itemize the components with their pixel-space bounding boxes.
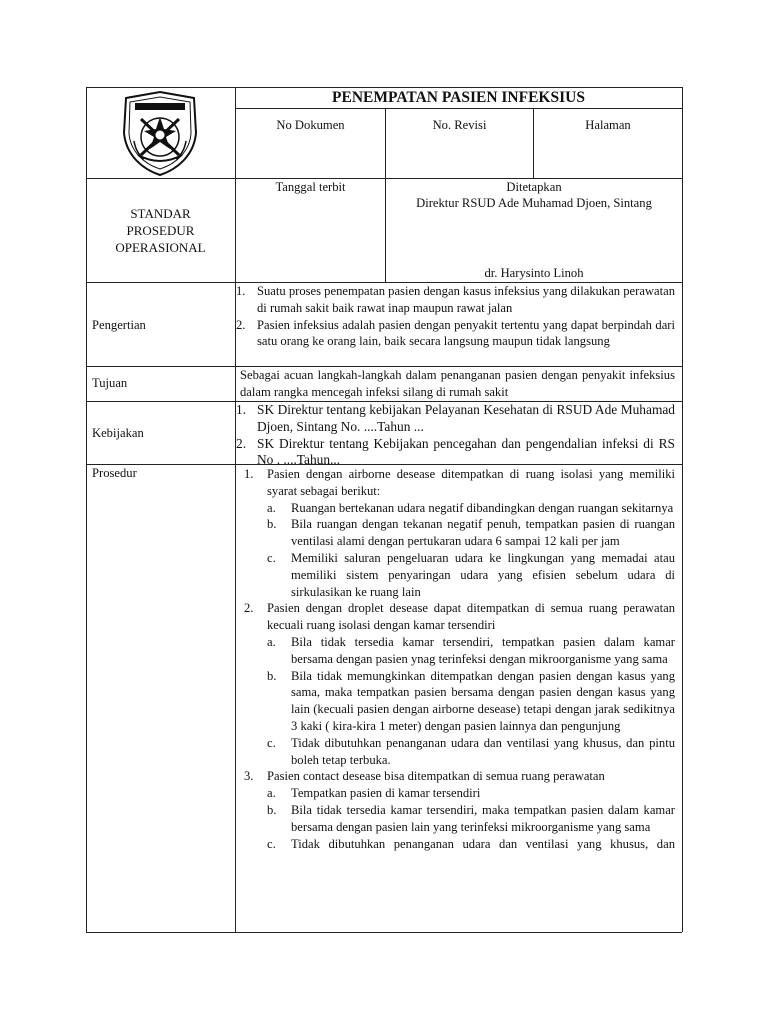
prosedur-substep	[267, 516, 675, 550]
substep-text: Bila ruangan dengan tekanan negatif penuh, tempatkan pasien di ruangan ventilasi alami dengan pertukaran udara 6 sampai 12 kali per jam	[291, 517, 675, 549]
prosedur-substep	[267, 668, 675, 735]
substep-text: Tidak dibutuhkan penanganan udara dan ventilasi yang khusus, dan pintu boleh tetap terbuka.	[291, 735, 675, 767]
kebijakan-item	[236, 402, 675, 436]
kebijakan-item	[236, 436, 675, 470]
label-column-divider	[235, 87, 236, 932]
step-text: Pasien dengan droplet desease dapat ditempatkan di semua ruang perawatan kecuali ruang isolasi dengan kamar tersendiri	[267, 601, 675, 633]
item-text: SK Direktur tentang kebijakan Pelayanan Kesehatan di RSUD Ade Muhamad Djoen, Sintang No. ....Tahun ...	[257, 402, 675, 434]
pengertian-item	[236, 317, 675, 351]
item-text: SK Direktur tentang Kebijakan pencegahan dan pengendalian infeksi di RS No . ....Tahun...	[257, 435, 675, 468]
prosedur-step	[242, 466, 675, 600]
sop-label-line-2: PROSEDUR	[126, 223, 195, 238]
header-row-divider	[86, 178, 682, 179]
item-number: 1.	[236, 284, 246, 298]
prosedur-label: Prosedur	[92, 466, 137, 480]
step-number: 3.	[244, 769, 254, 784]
substep-text: Bila tidak tersedia kamar tersendiri, maka tempatkan pasien dalam kamar bersama dengan pasien lain yang terinfeksi mikroorganisme yang sama	[291, 802, 675, 834]
step-number: 2.	[244, 601, 254, 616]
signatory-name: dr. Harysinto Linoh	[484, 266, 584, 280]
ditetapkan-label: Ditetapkan	[506, 180, 562, 194]
substep-letter: b.	[267, 668, 277, 683]
kabupaten-sintang-logo	[118, 89, 202, 177]
pengertian-label: Pengertian	[92, 318, 146, 332]
substep-text: Bila tidak tersedia kamar tersendiri, tempatkan pasien dalam kamar bersama dengan pasien ynag terinfeksi dengan mikroorganisme yang sama	[291, 634, 675, 666]
substep-text: Bila tidak memungkinkan ditempatkan dengan pasien dengan kasus yang sama, maka tempatkan pasien bersama dengan pasien dengan kasus yang lain (kecuali pasien dengan airborne desease) tetapi dengan jarak sedikitnya 3 kaki ( kira-kira 1 meter) dengan pasien lainnya dan pengunjung	[291, 668, 675, 733]
substep-text: Ruangan bertekanan udara negatif dibandingkan dengan ruangan sekitarnya	[291, 500, 674, 515]
prosedur-substep	[267, 802, 675, 836]
table-right-border	[682, 87, 683, 932]
title-row-divider	[235, 108, 682, 109]
tujuan-text: Sebagai acuan langkah-langkah dalam penanganan pasien dengan penyakit infeksius dalam rangka mencegah infeksi silang di rumah sakit	[240, 368, 675, 399]
substep-letter: b.	[267, 802, 277, 817]
sop-label	[86, 205, 235, 256]
header-column-divider-1	[385, 108, 386, 282]
pengertian-content	[236, 283, 675, 350]
substep-letter: b.	[267, 517, 277, 532]
kebijakan-label: Kebijakan	[92, 426, 144, 440]
table-bottom-border	[86, 932, 682, 933]
kebijakan-content	[236, 402, 675, 469]
direktur-label: Direktur RSUD Ade Muhamad Djoen, Sintang	[416, 196, 652, 210]
halaman-label: Halaman	[585, 118, 631, 132]
step-text: Pasien dengan airborne desease ditempatkan di ruang isolasi yang memiliki syarat sebagai berikut:	[267, 467, 675, 498]
substep-letter: a.	[267, 786, 276, 801]
prosedur-substep	[267, 634, 675, 668]
table-top-border	[86, 87, 682, 88]
item-number: 2.	[236, 317, 246, 332]
substep-letter: c.	[267, 836, 276, 851]
substep-letter: a.	[267, 634, 276, 649]
prosedur-substep	[267, 550, 675, 600]
substep-text: Memiliki saluran pengeluaran udara ke lingkungan yang memadai atau memiliki sistem penyaringan udara yang efisien sebelum udara di sirkulasikan ke ruang lain	[291, 550, 675, 599]
prosedur-step	[242, 600, 675, 768]
sop-label-line-3: OPERASIONAL	[115, 240, 206, 255]
item-text: Suatu proses penempatan pasien dengan kasus infeksius yang dilakukan perawatan di rumah sakit baik rawat inap maupun rawat jalan	[257, 284, 675, 315]
prosedur-substep	[267, 735, 675, 769]
tujuan-label: Tujuan	[92, 376, 128, 390]
item-text: Pasien infeksius adalah pasien dengan penyakit tertentu yang dapat berpindah dari satu orang ke orang lain, baik secara langsung maupun tidak langsung	[257, 317, 675, 349]
substep-letter: c.	[267, 735, 276, 750]
step-number: 1.	[244, 467, 254, 481]
no-revisi-label: No. Revisi	[432, 118, 487, 132]
tanggal-terbit-label: Tanggal terbit	[275, 180, 346, 194]
substep-letter: a.	[267, 500, 276, 515]
substep-text: Tidak dibutuhkan penanganan udara dan ventilasi yang khusus, dan	[291, 836, 675, 851]
no-dokumen-label: No Dokumen	[276, 118, 345, 132]
step-text: Pasien contact desease bisa ditempatkan di semua ruang perawatan	[267, 769, 605, 784]
substep-letter: c.	[267, 550, 276, 565]
prosedur-substep	[267, 836, 675, 853]
item-number: 2.	[236, 435, 247, 451]
prosedur-step	[242, 768, 675, 852]
prosedur-content	[242, 466, 675, 930]
prosedur-substep	[267, 785, 675, 802]
prosedur-substep	[267, 500, 675, 517]
item-number: 1.	[236, 402, 247, 417]
pengertian-item	[236, 283, 675, 317]
substep-text: Tempatkan pasien di kamar tersendiri	[291, 786, 481, 801]
document-title: PENEMPATAN PASIEN INFEKSIUS	[332, 89, 585, 106]
sop-label-line-1: STANDAR	[130, 206, 191, 221]
